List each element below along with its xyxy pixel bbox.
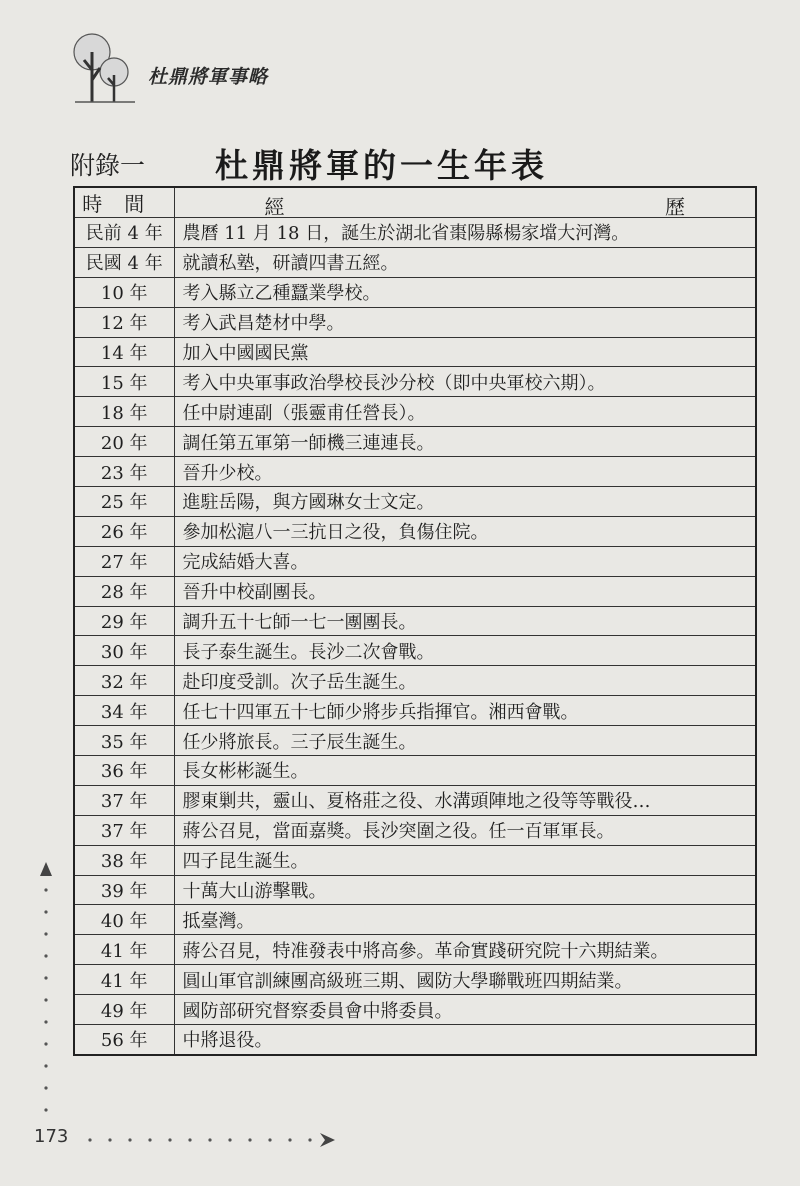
dotted-arrow-icon: [80, 1130, 340, 1150]
year-cell: 56 年: [74, 1025, 174, 1055]
table-row: [74, 696, 756, 726]
table-row: [74, 1025, 756, 1055]
event-cell: 赴印度受訓。次子岳生誕生。: [174, 666, 756, 696]
year-cell: 14 年: [74, 337, 174, 367]
event-cell: 考入縣立乙種蠶業學校。: [174, 277, 756, 307]
year-cell: 27 年: [74, 546, 174, 576]
year-cell: 25 年: [74, 487, 174, 517]
event-cell: 任中尉連副（張靈甫任營長）。: [174, 397, 756, 427]
year-cell: 36 年: [74, 756, 174, 786]
table-row: [74, 397, 756, 427]
table-row: [74, 905, 756, 935]
table-row: [74, 815, 756, 845]
table-row: [74, 875, 756, 905]
table-row: [74, 666, 756, 696]
event-cell: 任少將旅長。三子辰生誕生。: [174, 726, 756, 756]
event-cell: 長女彬彬誕生。: [174, 756, 756, 786]
event-cell: 四子昆生誕生。: [174, 845, 756, 875]
column-header-experience-part1: 經: [264, 195, 285, 218]
year-cell: 28 年: [74, 576, 174, 606]
event-cell: 十萬大山游擊戰。: [174, 875, 756, 905]
year-cell: 10 年: [74, 277, 174, 307]
event-cell: 蔣公召見，當面嘉獎。長沙突圍之役。任一百軍軍長。: [174, 815, 756, 845]
tree-logo-icon: [70, 30, 140, 105]
appendix-heading: [70, 140, 750, 184]
event-cell: 晉升中校副團長。: [174, 576, 756, 606]
event-cell: 考入中央軍事政治學校長沙分校（即中央軍校六期）。: [174, 367, 756, 397]
event-cell: 農曆 11 月 18 日，誕生於湖北省棗陽縣楊家壋大河灣。: [174, 218, 756, 248]
year-cell: 37 年: [74, 785, 174, 815]
event-cell: 調升五十七師一七一團團長。: [174, 606, 756, 636]
event-cell: 完成結婚大喜。: [174, 546, 756, 576]
column-header-experience: [174, 187, 756, 218]
year-cell: 20 年: [74, 427, 174, 457]
year-cell: 30 年: [74, 636, 174, 666]
event-cell: 調任第五軍第一師機三連連長。: [174, 427, 756, 457]
table-row: [74, 995, 756, 1025]
table-row: [74, 576, 756, 606]
event-cell: 參加松滬八一三抗日之役，負傷住院。: [174, 516, 756, 546]
timeline-table: [73, 186, 757, 1056]
event-cell: 考入武昌楚材中學。: [174, 307, 756, 337]
event-cell: 中將退役。: [174, 1025, 756, 1055]
event-cell: 進駐岳陽，與方國琳女士文定。: [174, 487, 756, 517]
event-cell: 加入中國國民黨: [174, 337, 756, 367]
table-row: [74, 845, 756, 875]
table-row: [74, 218, 756, 248]
page-header: [70, 30, 370, 110]
year-cell: 41 年: [74, 935, 174, 965]
running-title: 杜鼎將軍事略: [148, 66, 269, 88]
year-cell: 39 年: [74, 875, 174, 905]
year-cell: 15 年: [74, 367, 174, 397]
table-row: [74, 427, 756, 457]
event-cell: 長子泰生誕生。長沙二次會戰。: [174, 636, 756, 666]
year-cell: 32 年: [74, 666, 174, 696]
event-cell: 就讀私塾，研讀四書五經。: [174, 247, 756, 277]
year-cell: 29 年: [74, 606, 174, 636]
event-cell: 晉升少校。: [174, 457, 756, 487]
year-cell: 12 年: [74, 307, 174, 337]
year-cell: 民國 4 年: [74, 247, 174, 277]
year-cell: 23 年: [74, 457, 174, 487]
year-cell: 37 年: [74, 815, 174, 845]
table-row: [74, 367, 756, 397]
table-row: [74, 516, 756, 546]
column-header-experience-part2: 歷: [665, 195, 685, 218]
year-cell: 40 年: [74, 905, 174, 935]
vertical-dotted-arrow-icon: [38, 860, 54, 1130]
year-cell: 35 年: [74, 726, 174, 756]
table-row: [74, 636, 756, 666]
table-row: [74, 307, 756, 337]
table-row: [74, 337, 756, 367]
table-row: [74, 935, 756, 965]
event-cell: 任七十四軍五十七師少將步兵指揮官。湘西會戰。: [174, 696, 756, 726]
event-cell: 蔣公召見，特准發表中將高參。革命實踐研究院十六期結業。: [174, 935, 756, 965]
table-row: [74, 546, 756, 576]
event-cell: 圓山軍官訓練團高級班三期、國防大學聯戰班四期結業。: [174, 965, 756, 995]
year-cell: 民前 4 年: [74, 218, 174, 248]
year-cell: 26 年: [74, 516, 174, 546]
table-row: [74, 756, 756, 786]
table-row: [74, 247, 756, 277]
table-row: [74, 606, 756, 636]
table-row: [74, 277, 756, 307]
table-row: [74, 457, 756, 487]
column-header-time: 時間: [74, 187, 174, 218]
table-row: [74, 785, 756, 815]
table-row: [74, 726, 756, 756]
page-number: 173: [34, 1126, 69, 1147]
page-title: 杜鼎將軍的一生年表: [215, 146, 548, 185]
year-cell: 34 年: [74, 696, 174, 726]
table-header-row: [74, 187, 756, 218]
year-cell: 41 年: [74, 965, 174, 995]
year-cell: 38 年: [74, 845, 174, 875]
year-cell: 18 年: [74, 397, 174, 427]
table-row: [74, 965, 756, 995]
event-cell: 抵臺灣。: [174, 905, 756, 935]
event-cell: 國防部研究督察委員會中將委員。: [174, 995, 756, 1025]
year-cell: 49 年: [74, 995, 174, 1025]
event-cell: 膠東剿共，靈山、夏格莊之役、水溝頭陣地之役等等戰役…: [174, 785, 756, 815]
table-row: [74, 487, 756, 517]
timeline-body: [74, 218, 756, 1055]
appendix-label: 附錄一: [70, 151, 146, 180]
